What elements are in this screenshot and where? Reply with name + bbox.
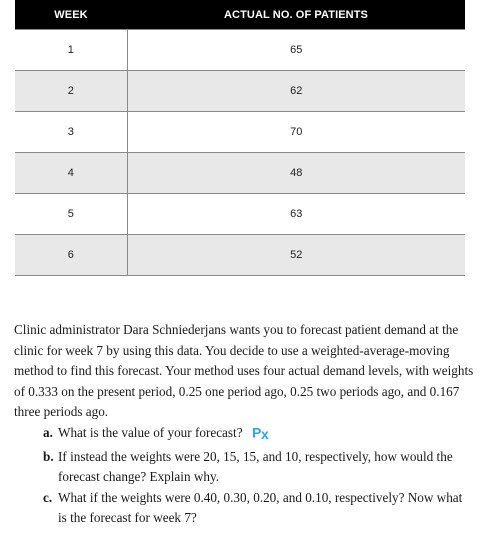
question-text: What if the weights were 0.40, 0.30, 0.20, and 0.10, respectively? Now what is the forecast for week 7? — [58, 489, 463, 526]
patients-cell: 62 — [127, 71, 465, 112]
week-cell: 2 — [15, 71, 127, 112]
table-row — [15, 153, 465, 194]
table-row — [15, 235, 465, 276]
week-cell: 1 — [15, 30, 127, 71]
question-item-a — [14, 423, 474, 447]
question-marker: c. — [43, 489, 53, 505]
svg-text:x: x — [260, 425, 269, 440]
header-actual-patients: ACTUAL NO. OF PATIENTS — [127, 0, 465, 30]
question-item-c — [14, 488, 474, 529]
table-header-row — [15, 0, 465, 30]
problem-text — [14, 320, 474, 529]
question-text: What is the value of your forecast? — [58, 424, 243, 440]
patients-cell: 48 — [127, 153, 465, 194]
patients-cell: 52 — [127, 235, 465, 276]
patient-table-wrapper — [15, 0, 465, 276]
patients-cell: 63 — [127, 194, 465, 235]
question-text: If instead the weights were 20, 15, 15, and 10, respectively, how would the forecast change? Explain why. — [58, 448, 453, 485]
question-list — [14, 423, 474, 529]
header-week: WEEK — [15, 0, 127, 30]
question-item-b — [14, 447, 474, 488]
patient-demand-table — [15, 0, 465, 276]
table-row — [15, 71, 465, 112]
px-icon[interactable] — [252, 425, 274, 447]
table-row — [15, 30, 465, 71]
patients-cell: 70 — [127, 112, 465, 153]
question-marker: b. — [43, 448, 54, 464]
table-row — [15, 112, 465, 153]
week-cell: 3 — [15, 112, 127, 153]
svg-text:P: P — [251, 424, 262, 440]
question-marker: a. — [43, 424, 53, 440]
patients-cell: 65 — [127, 30, 465, 71]
week-cell: 4 — [15, 153, 127, 194]
problem-intro: Clinic administrator Dara Schniederjans wants you to forecast patient demand at the clinic for week 7 by using this data. You decide to use a weighted-average-moving method to find this forecast. Your method uses four actual demand levels, with weights of 0.333 on the present period, 0.25 one period ago, 0.25 two periods ago, and 0.167 three periods ago. — [14, 322, 474, 420]
week-cell: 5 — [15, 194, 127, 235]
table-row — [15, 194, 465, 235]
week-cell: 6 — [15, 235, 127, 276]
